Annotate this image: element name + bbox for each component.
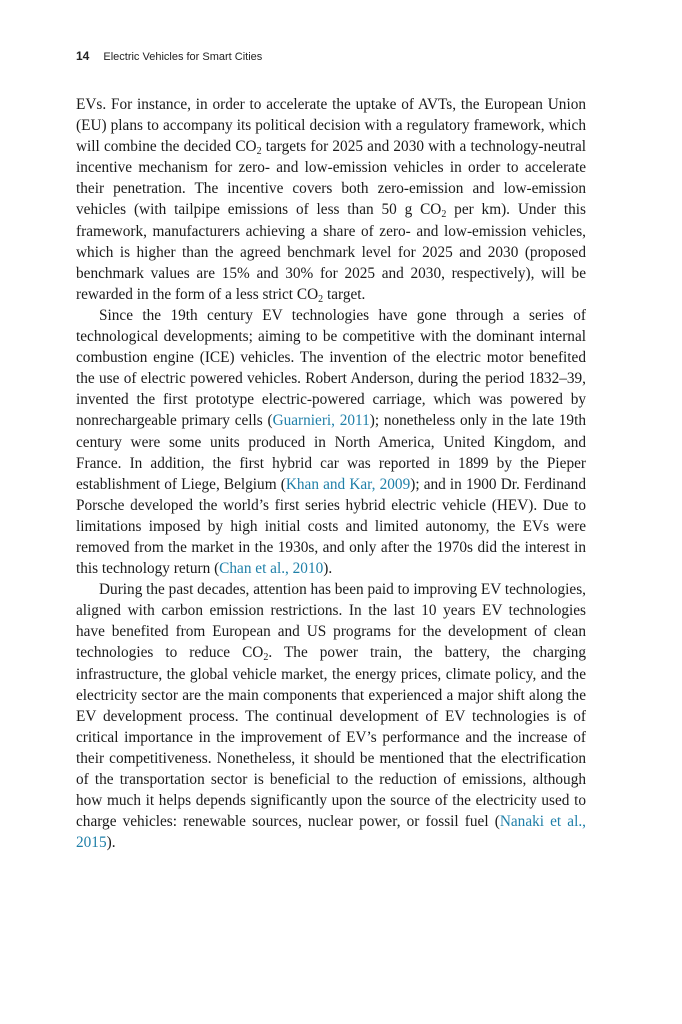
citation-link-guarnieri[interactable]: Guarnieri, 2011 <box>272 412 370 430</box>
body-text <box>76 94 586 853</box>
co2-subscript: 2 <box>263 652 269 664</box>
paragraph-1-text-3: per km). Under this framework, manufacturers achieving a share of zero- and low-emission vehicles, which is higher than the agreed benchmark level for 2025 and 2030 (proposed benchmark values are 15% and 30% for 2025 and 2030, respectively), will be rewarded in the form of a less strict CO <box>76 201 586 303</box>
paragraph-3-text-1: During the past decades, attention has been paid to improving EV technologies, aligned with carbon emission restrictions. In the last 10 years EV technologies have benefited from European and US programs for the development of clean technologies to reduce CO <box>76 581 586 662</box>
running-header <box>76 49 596 63</box>
page-number: 14 <box>76 49 90 63</box>
paragraph-2-text-1: Since the 19th century EV technologies have gone through a series of technological developments; aiming to be competitive with the dominant internal combustion engine (ICE) vehicles. The invention of the electric motor benefited the use of electric powered vehicles. Robert Anderson, during the period 1832–39, invented the first prototype electric-powered carriage, which was powered by nonrechargeable primary cells ( <box>76 306 586 430</box>
paragraph-2-text-3: ); and in 1900 Dr. Ferdinand Porsche developed the world’s first series hybrid electric vehicle (HEV). Due to limitations imposed by high initial costs and limited autonomy, the EVs were removed from the market in the 1930s, and only after the 1970s did the interest in this technology return ( <box>76 475 586 578</box>
citation-link-nanaki[interactable]: Nanaki et al., 2015 <box>76 813 586 852</box>
paragraph-1-text-4: target. <box>323 285 366 303</box>
co2-subscript: 2 <box>441 209 447 221</box>
paragraph-1-text-1: EVs. For instance, in order to accelerate the uptake of AVTs, the European Union (EU) plans to accompany its political decision with a regulatory framework, which will combine the decided CO <box>76 96 586 156</box>
running-title: Electric Vehicles for Smart Cities <box>103 51 263 63</box>
paragraph-3 <box>76 579 586 853</box>
co2-subscript: 2 <box>318 293 324 305</box>
paragraph-3-text-3: ). <box>106 834 116 852</box>
paragraph-2-text-4: ). <box>323 560 333 578</box>
paragraph-2-text-2: ); nonetheless only in the late 19th century were some units produced in North America, United Kingdom, and France. In addition, the first hybrid car was reported in 1899 by the Pieper establishment of Liege, Belgium ( <box>76 412 586 493</box>
citation-link-chan[interactable]: Chan et al., 2010 <box>219 560 324 578</box>
paragraph-1 <box>76 94 586 305</box>
co2-subscript: 2 <box>256 146 262 158</box>
paragraph-2 <box>76 305 586 579</box>
citation-link-khan-kar[interactable]: Khan and Kar, 2009 <box>285 475 411 493</box>
paragraph-1-text-2: targets for 2025 and 2030 with a technology-neutral incentive mechanism for zero- and low-emission vehicles in order to accelerate their penetration. The incentive covers both zero-emission and low-emission vehicles (with tailpipe emissions of less than 50 g CO <box>76 138 586 219</box>
paragraph-3-text-2: . The power train, the battery, the charging infrastructure, the global vehicle market, the energy prices, climate policy, and the electricity sector are the main components that experienced a major shift along the EV development process. The continual development of EV technologies is of critical importance in the improvement of EV’s performance and the increase of their competitiveness. Nonetheless, it should be mentioned that the electrification of the transportation sector is beneficial to the reduction of emissions, although how much it helps depends significantly upon the source of the electricity used to charge vehicles: renewable sources, nuclear power, or fossil fuel ( <box>76 644 586 831</box>
